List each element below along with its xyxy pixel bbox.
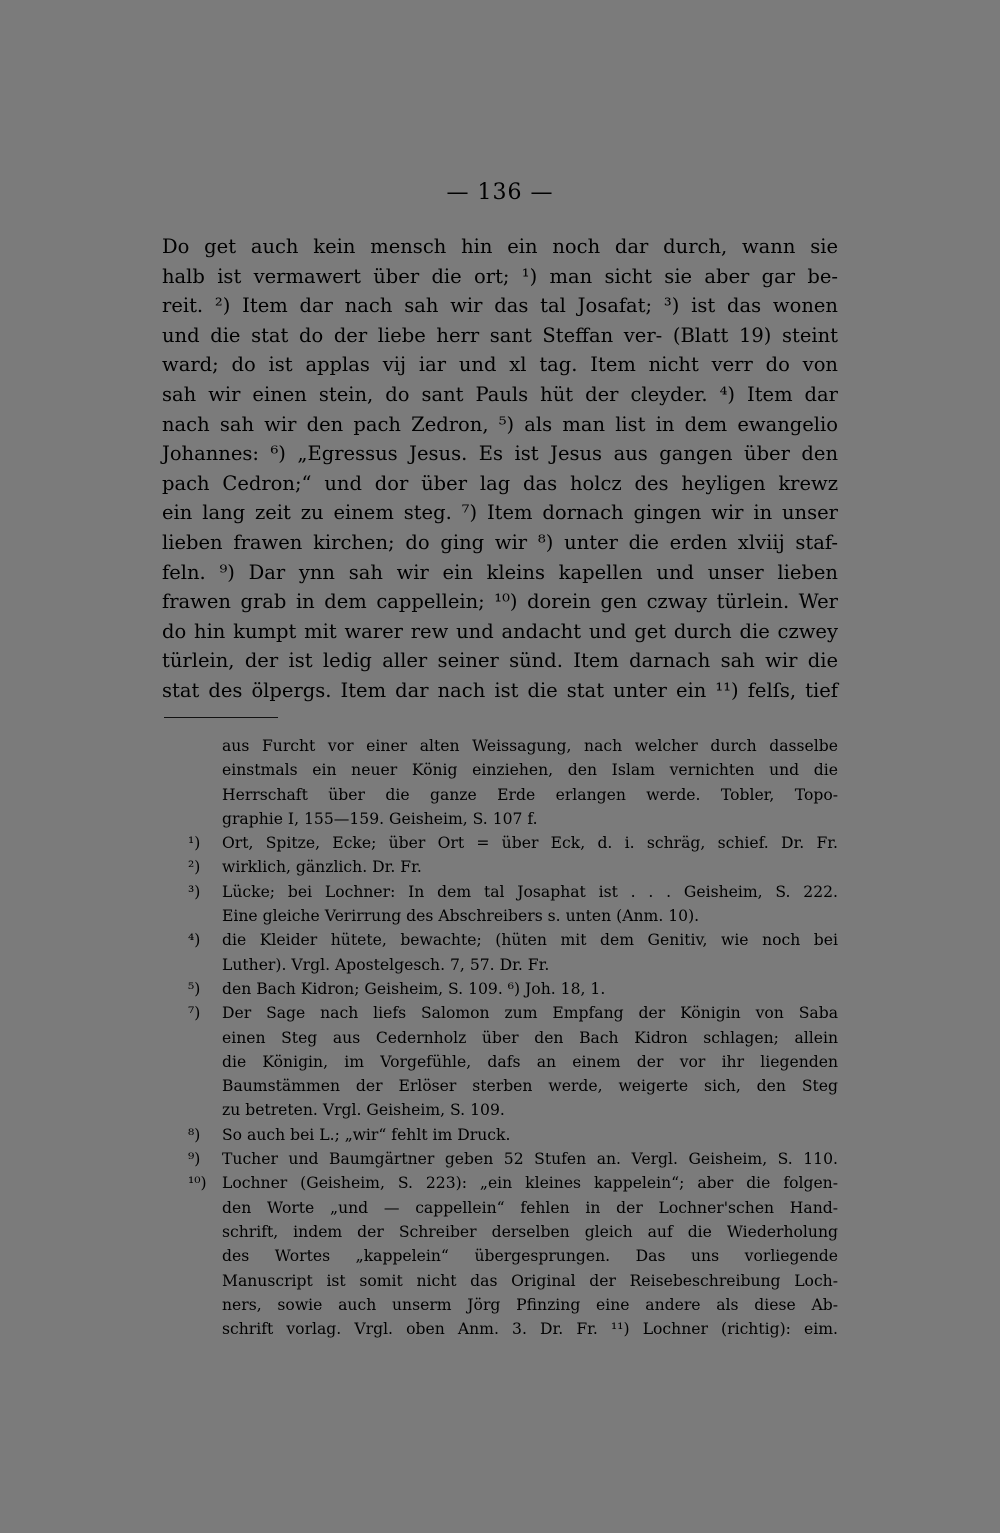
main-text-line: ein lang zeit zu einem steg. ⁷) Item dornach gingen wir in unser [162, 501, 838, 525]
main-text-line: do hin kumpt mit warer rew und andacht und get durch die czwey [162, 619, 838, 643]
main-text-line: lieben frawen kirchen; do ging wir ⁸) unter die erden xlviij staf- [162, 530, 838, 554]
footnote-separator [164, 717, 278, 718]
main-text-line: sah wir einen stein, do sant Pauls hüt der cleyder. ⁴) Item dar [162, 382, 838, 406]
footnote-text: die Königin, im Vorgefühle, dafs an einem der vor ihr liegenden [222, 1052, 838, 1071]
page-number: — 136 — [446, 180, 554, 205]
footnote-text: schrift, indem der Schreiber derselben gleich auf die Wiederholung [222, 1222, 838, 1241]
footnote-marker: ⁴) [188, 931, 201, 950]
footnote-text: So auch bei L.; „wir“ fehlt im Druck. [222, 1125, 511, 1144]
footnote-line [188, 1244, 838, 1268]
footnote-text: den Bach Kidron; Geisheim, S. 109. ⁶) Joh. 18, 1. [222, 979, 606, 998]
main-text-line: frawen grab in dem cappellein; ¹⁰) dorein gen czway türlein. Wer [162, 590, 838, 614]
footnote-marker: ¹⁰) [188, 1174, 207, 1193]
footnote-line [188, 734, 838, 758]
main-text-line: reit. ²) Item dar nach sah wir das tal Josafat; ³) ist das wonen [162, 294, 838, 318]
main-text-line: Johannes: ⁶) „Egressus Jesus. Es ist Jesus aus gangen über den [162, 442, 838, 466]
footnote-line [188, 1026, 838, 1050]
footnote-text: zu betreten. Vrgl. Geisheim, S. 109. [222, 1101, 505, 1120]
footnote-text: Lochner (Geisheim, S. 223): „ein kleines kappelein“; aber die folgen- [222, 1174, 838, 1193]
footnote-marker: ⁸) [188, 1125, 201, 1144]
footnote-text: ners, sowie auch unserm Jörg Pfinzing eine andere als diese Ab- [222, 1295, 838, 1314]
footnote-line [188, 1269, 838, 1293]
footnote-line [188, 1001, 838, 1025]
footnote-line [188, 928, 838, 952]
footnote-marker: ⁹) [188, 1150, 201, 1169]
main-text-line: halb ist vermawert über die ort; ¹) man sicht sie aber gar be- [162, 264, 838, 288]
main-text-line: ward; do ist applas vij iar und xl tag. Item nicht verr do von [162, 353, 838, 377]
footnote-text: einen Steg aus Cedernholz über den Bach Kidron schlagen; allein [222, 1028, 838, 1047]
footnote-marker: ⁷) [188, 1004, 201, 1023]
footnote-line [188, 904, 838, 928]
main-text-line: feln. ⁹) Dar ynn sah wir ein kleins kapellen und unser lieben [162, 560, 838, 584]
footnote-line [188, 1171, 838, 1195]
main-text-line: pach Cedron;“ und dor über lag das holcz des heyligen krewz [162, 471, 838, 495]
footnote-text: Eine gleiche Verirrung des Abschreibers s. unten (Anm. 10). [222, 907, 700, 926]
footnote-line [188, 855, 838, 879]
footnote-text: Lücke; bei Lochner: In dem tal Josaphat ist . . . Geisheim, S. 222. [222, 882, 838, 901]
footnote-line [188, 1196, 838, 1220]
footnote-text: den Worte „und — cappellein“ fehlen in der Lochner'schen Hand- [222, 1198, 838, 1217]
footnote-line [188, 953, 838, 977]
main-text-block [162, 232, 838, 706]
footnote-line [188, 1098, 838, 1122]
footnote-text: Baumstämmen der Erlöser sterben werde, weigerte sich, den Steg [222, 1077, 838, 1096]
footnote-text: einstmals ein neuer König einziehen, den Islam vernichten und die [222, 761, 838, 780]
footnote-line [188, 807, 838, 831]
footnote-text: Ort, Spitze, Ecke; über Ort = über Eck, d. i. schräg, schief. Dr. Fr. [222, 834, 838, 853]
footnote-text: aus Furcht vor einer alten Weissagung, nach welcher durch dasselbe [222, 737, 838, 755]
footnote-line [188, 831, 838, 855]
footnote-text: Der Sage nach liefs Salomon zum Empfang der Königin von Saba [222, 1004, 838, 1023]
footnote-marker: ³) [188, 882, 201, 901]
footnote-line [188, 1123, 838, 1147]
footnote-text: graphie I, 155—159. Geisheim, S. 107 f. [222, 809, 538, 828]
footnote-line [188, 977, 838, 1001]
main-text-line: türlein, der ist ledig aller seiner sünd. Item darnach sah wir die [162, 649, 838, 673]
footnote-marker: ⁵) [188, 979, 201, 998]
main-text-line: nach sah wir den pach Zedron, ⁵) als man list in dem ewangelio [162, 412, 838, 436]
footnote-marker: ²) [188, 858, 201, 877]
main-text-line: und die stat do der liebe herr sant Steffan ver- (Blatt 19) steint [162, 323, 838, 347]
footnote-text: Luther). Vrgl. Apostelgesch. 7, 57. Dr. Fr. [222, 955, 550, 974]
footnotes-block [188, 734, 838, 1341]
footnote-text: die Kleider hütete, bewachte; (hüten mit dem Genitiv, wie noch bei [222, 931, 838, 950]
footnote-text: wirklich, gänzlich. Dr. Fr. [222, 858, 422, 877]
footnote-text: Tucher und Baumgärtner geben 52 Stufen an. Vergl. Geisheim, S. 110. [222, 1150, 838, 1169]
footnote-text: Herrschaft über die ganze Erde erlangen werde. Tobler, Topo- [222, 785, 838, 804]
footnote-line [188, 1147, 838, 1171]
footnote-text: des Wortes „kappelein“ übergesprungen. Das uns vorliegende [222, 1247, 838, 1266]
footnote-text: Manuscript ist somit nicht das Original der Reisebeschreibung Loch- [222, 1271, 838, 1290]
main-text-line: Do get auch kein mensch hin ein noch dar durch, wann sie [162, 235, 838, 258]
footnote-line [188, 1220, 838, 1244]
footnote-text: schrift vorlag. Vrgl. oben Anm. 3. Dr. Fr. ¹¹) Lochner (richtig): eim. [222, 1320, 838, 1339]
footnote-line [188, 880, 838, 904]
footnote-line [188, 1317, 838, 1341]
main-text-line: stat des ölpergs. Item dar nach ist die stat unter ein ¹¹) felſs, tief [162, 678, 838, 702]
footnote-line [188, 1050, 838, 1074]
footnote-line [188, 758, 838, 782]
footnote-line [188, 783, 838, 807]
footnote-marker: ¹) [188, 834, 201, 853]
footnote-line [188, 1074, 838, 1098]
footnote-line [188, 1293, 838, 1317]
